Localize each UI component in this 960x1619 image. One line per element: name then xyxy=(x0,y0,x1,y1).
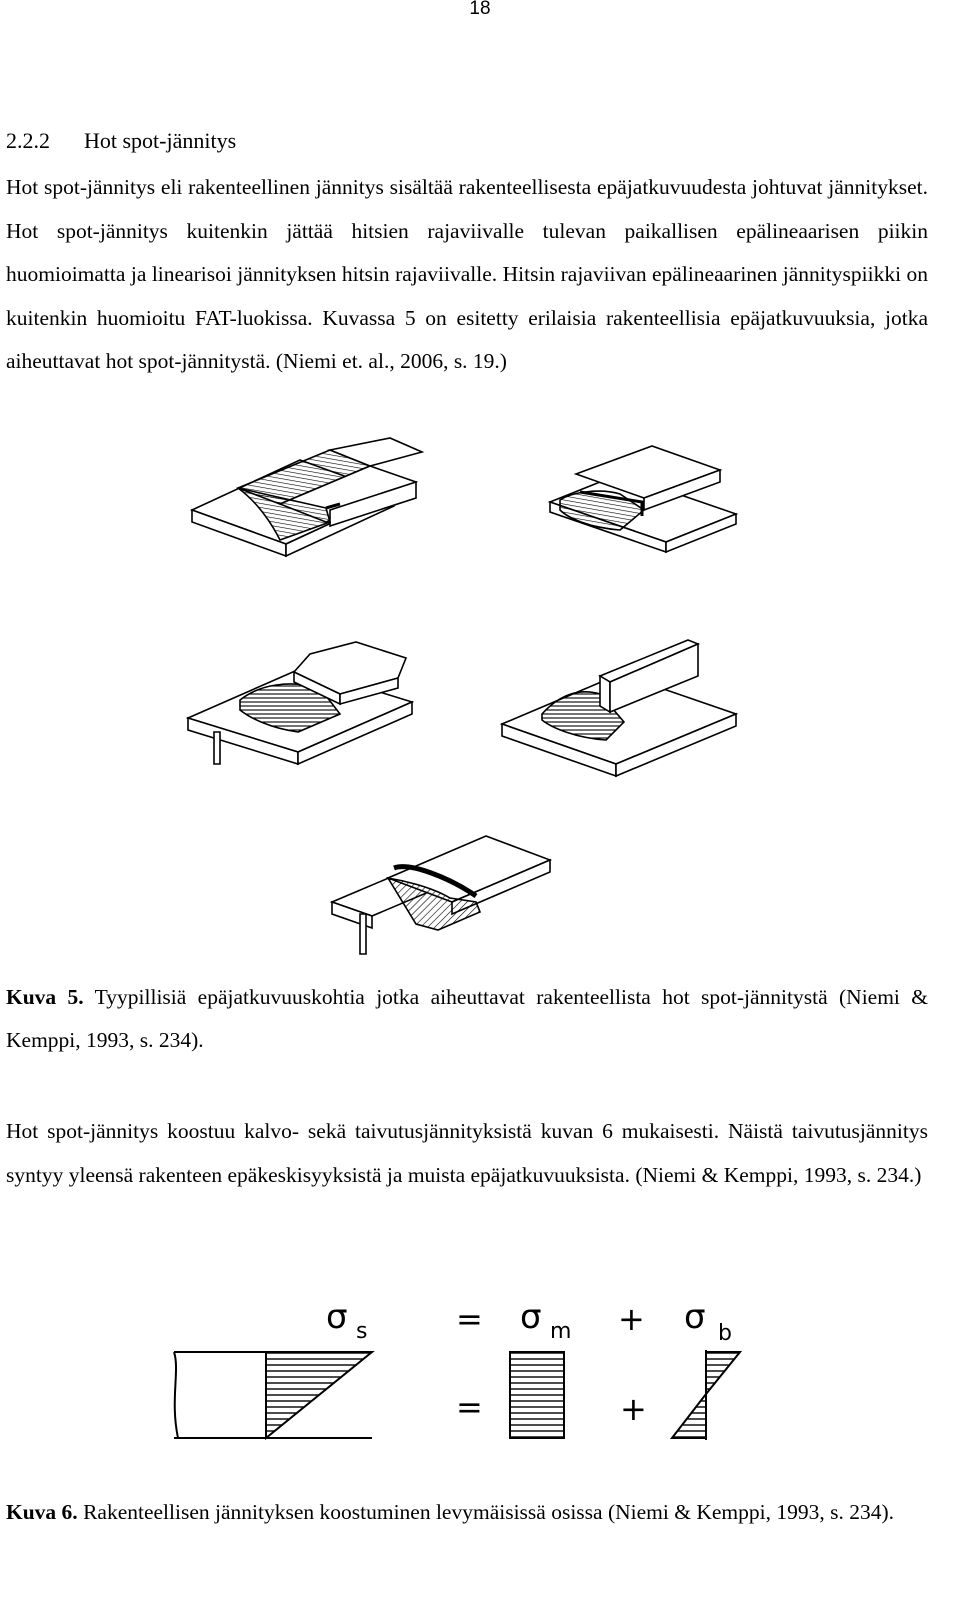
plus-sign-1: + xyxy=(618,1300,645,1338)
figure-5-label: Kuva 5. xyxy=(6,985,84,1009)
figure-6-drawing xyxy=(170,1290,760,1460)
sigma-s-subscript: s xyxy=(356,1319,368,1344)
bending-stress-diagram xyxy=(672,1350,740,1440)
weld-sketch-stiffener xyxy=(502,640,736,776)
page-number: 18 xyxy=(469,0,491,19)
sigma-m-symbol: σ xyxy=(520,1297,542,1337)
section-number: 2.2.2 xyxy=(6,128,50,153)
equals-sign-1: = xyxy=(456,1300,483,1338)
paragraph-2: Hot spot-jännitys koostuu kalvo- sekä taivutusjännityksistä kuvan 6 mukaisesti. Näistä taivutusjännitys syntyy yleensä rakenteen epäkeskisyyksistä ja muista epäjatkuvuuksista. (Niemi & Kemppi, 1993, s. 234.) xyxy=(6,1119,928,1187)
sigma-b-subscript: b xyxy=(718,1321,732,1346)
section-heading xyxy=(6,128,236,154)
figure-6-caption-text: Rakenteellisen jännityksen koostuminen levymäisissä osissa (Niemi & Kemppi, 1993, s. 234). xyxy=(77,1500,894,1524)
sigma-s-symbol: σ xyxy=(326,1297,348,1337)
section-title: Hot spot-jännitys xyxy=(84,128,237,153)
weld-sketch-end-joint xyxy=(550,446,736,552)
sigma-m-subscript: m xyxy=(550,1319,572,1344)
figure-5-caption-text: Tyypillisiä epäjatkuvuuskohtia jotka aiheuttavat rakenteellista hot spot-jännitystä (Niemi & Kemppi, 1993, s. 234). xyxy=(6,985,928,1052)
figure-5-drawing xyxy=(180,432,760,972)
figure-6-label: Kuva 6. xyxy=(6,1500,78,1524)
membrane-stress-diagram xyxy=(510,1352,564,1438)
figure-5-caption xyxy=(6,976,928,1062)
plus-sign-2: + xyxy=(620,1390,647,1428)
weld-sketch-lap-joint xyxy=(192,438,422,556)
sigma-b-symbol: σ xyxy=(684,1297,706,1337)
paragraph-1: Hot spot-jännitys eli rakenteellinen jännitys sisältää rakenteellisesta epäjatkuvuudesta johtuvat jännitykset. Hot spot-jännitys kuitenkin jättää hitsien rajaviivalle tulevan paikallisen epälineaarisen piikin huomioimatta ja linearisoi jännityksen hitsin rajaviivalle. Hitsin rajaviivan epälineaarinen jännityspiikki on kuitenkin huomioitu FAT-luokissa. Kuvassa 5 on esitetty erilaisia rakenteellisia epäjatkuvuuksia, jotka aiheuttavat hot spot-jännitystä. (Niemi et. al., 2006, s. 19.) xyxy=(6,175,928,374)
weld-sketch-cover-plate xyxy=(188,642,412,764)
equals-sign-2: = xyxy=(456,1388,483,1426)
figure-6-caption xyxy=(6,1491,928,1534)
structural-stress-diagram xyxy=(266,1352,372,1438)
weld-sketch-butt-weld xyxy=(332,836,550,954)
